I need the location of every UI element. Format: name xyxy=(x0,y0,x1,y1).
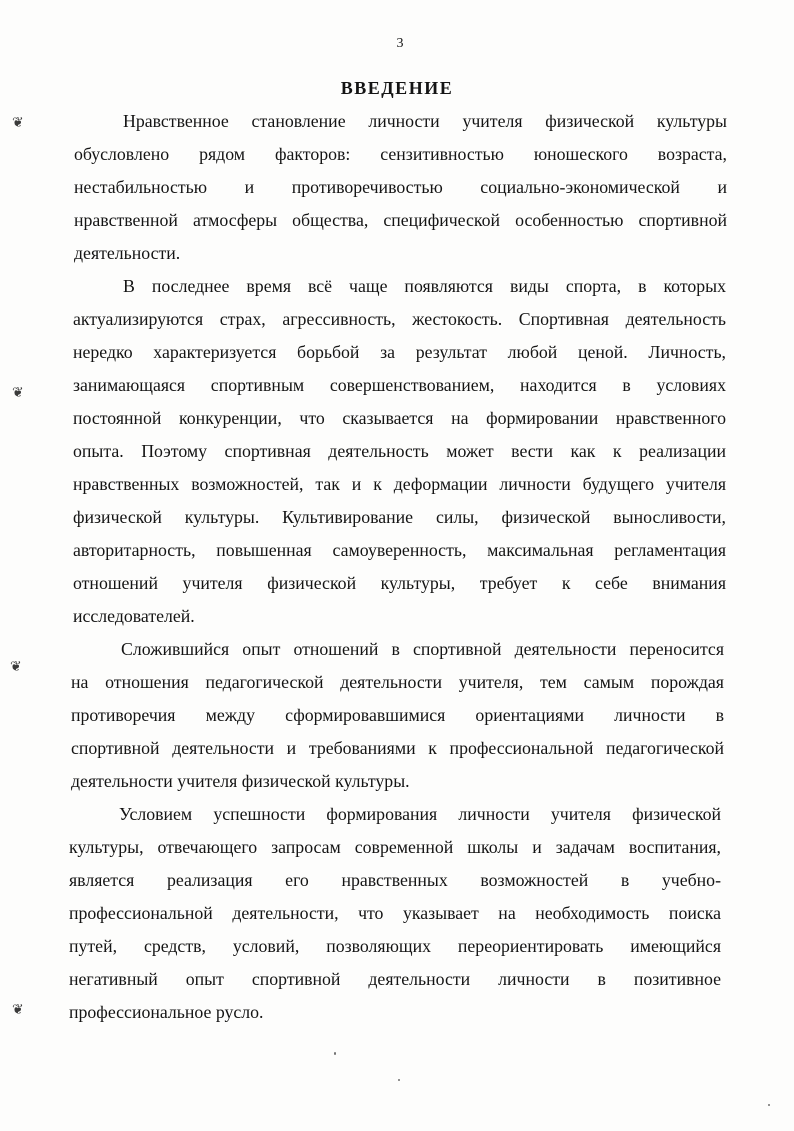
text-line: отношений учителя физической культуры, требует к себе внимания xyxy=(73,573,726,593)
page-number: 3 xyxy=(396,36,404,51)
text-line: занимающаяся спортивным совершенствованием, находится в условиях xyxy=(73,375,726,395)
text-line: на отношения педагогической деятельности учителя, тем самым порождая xyxy=(71,672,724,692)
text-line: спортивной деятельности и требованиями к профессиональной педагогической xyxy=(71,738,724,758)
page-title: ВВЕДЕНИЕ xyxy=(340,78,454,98)
binding-mark-icon: ❦ xyxy=(12,1002,24,1018)
text-line: нередко характеризуется борьбой за результат любой ценой. Личность, xyxy=(73,342,726,362)
binding-mark-icon: ❦ xyxy=(12,115,24,131)
text-line: деятельности. xyxy=(74,243,181,263)
scan-speck xyxy=(768,1104,770,1106)
text-line: Нравственное становление личности учителя физической культуры xyxy=(123,111,727,131)
text-line: Условием успешности формирования личности учителя физической xyxy=(119,804,721,824)
text-line: нравственных возможностей, так и к деформации личности будущего учителя xyxy=(73,474,726,494)
text-line: В последнее время всё чаще появляются виды спорта, в которых xyxy=(123,276,726,296)
binding-mark-icon: ❦ xyxy=(10,659,22,675)
text-line: опыта. Поэтому спортивная деятельность может вести как к реализации xyxy=(73,441,726,461)
binding-mark-icon: ❦ xyxy=(12,385,24,401)
text-line: путей, средств, условий, позволяющих переориентировать имеющийся xyxy=(69,936,721,956)
scan-speck xyxy=(334,1052,336,1055)
text-line: актуализируются страх, агрессивность, жестокость. Спортивная деятельность xyxy=(73,309,726,329)
text-line: профессиональное русло. xyxy=(69,1002,264,1022)
text-line: нравственной атмосферы общества, специфической особенностью спортивной xyxy=(74,210,727,230)
text-line: противоречия между сформировавшимися ориентациями личности в xyxy=(71,705,724,725)
text-line: обусловлено рядом факторов: сензитивностью юношеского возраста, xyxy=(74,144,727,164)
text-line: исследователей. xyxy=(73,606,195,626)
scan-speck xyxy=(398,1079,400,1081)
text-line: Сложившийся опыт отношений в спортивной деятельности переносится xyxy=(121,639,724,659)
text-line: является реализация его нравственных возможностей в учебно- xyxy=(69,870,721,890)
text-line: культуры, отвечающего запросам современной школы и задачам воспитания, xyxy=(69,837,721,857)
text-line: авторитарность, повышенная самоуверенность, максимальная регламентация xyxy=(73,540,726,560)
text-line: нестабильностью и противоречивостью социально-экономической и xyxy=(74,177,727,197)
text-line: физической культуры. Культивирование силы, физической выносливости, xyxy=(73,507,726,527)
text-line: постоянной конкуренции, что сказывается на формировании нравственного xyxy=(73,408,726,428)
text-line: профессиональной деятельности, что указывает на необходимость поиска xyxy=(69,903,721,923)
text-line: деятельности учителя физической культуры. xyxy=(71,771,410,791)
text-line: негативный опыт спортивной деятельности личности в позитивное xyxy=(69,969,721,989)
